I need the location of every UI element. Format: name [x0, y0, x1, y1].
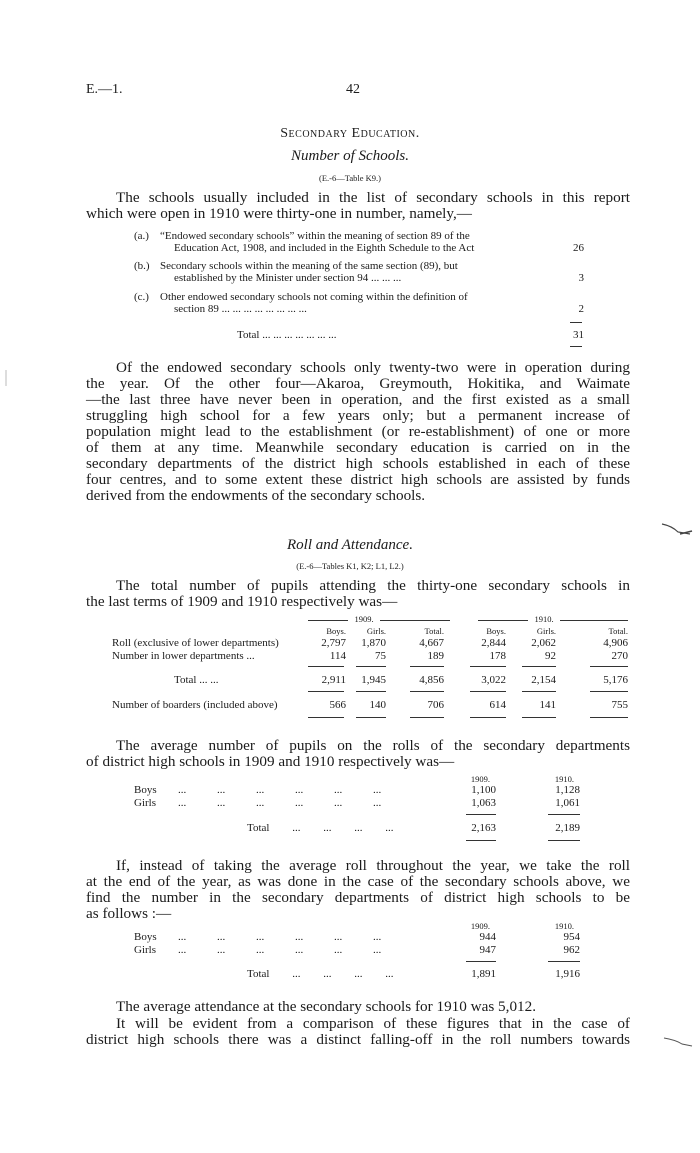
table-cell: 2,797 — [321, 637, 346, 649]
paragraph-comparison — [86, 1016, 630, 1048]
column-header: Boys. — [486, 626, 506, 636]
table-cell: 2,154 — [531, 674, 556, 686]
table-cell: 2,911 — [321, 674, 346, 686]
rule — [548, 814, 580, 815]
page-header-left: E.—1. — [86, 82, 123, 97]
list-label: (a.) — [134, 230, 149, 242]
rule — [590, 666, 628, 667]
table-cell: 4,856 — [419, 674, 444, 686]
rule — [308, 717, 344, 718]
column-header: Boys. — [326, 626, 346, 636]
text-line: secondary departments of the district high schools established in each of these — [86, 455, 630, 472]
table-cell: 270 — [611, 650, 628, 662]
rule — [308, 620, 348, 621]
rule — [522, 666, 556, 667]
row-label: Girls — [134, 797, 156, 809]
rule — [410, 691, 444, 692]
table-cell: 140 — [369, 699, 386, 711]
margin-mark — [2, 368, 10, 388]
column-header: Girls. — [366, 626, 386, 636]
rule — [590, 717, 628, 718]
table-cell: 178 — [489, 650, 506, 662]
table-cell: 141 — [539, 699, 556, 711]
text-line: the last terms of 1909 and 1910 respectively was— — [86, 593, 398, 610]
rule — [478, 620, 528, 621]
table-cell: 1,128 — [555, 784, 580, 796]
text-line: Of the endowed secondary schools only twenty-two were in operation during — [116, 359, 630, 376]
text-line: district high schools there was a distinct falling-off in the roll numbers towards — [86, 1031, 630, 1048]
rule — [356, 691, 386, 692]
table-cell: 1,100 — [471, 784, 496, 796]
rule — [548, 961, 580, 962]
list-total-value: 31 — [573, 329, 584, 341]
table-cell: 4,667 — [419, 637, 444, 649]
table-cell: 954 — [563, 931, 580, 943]
total-label: Total ... ... ... ... — [247, 968, 394, 980]
table-cell: 2,062 — [531, 637, 556, 649]
section-title: Secondary Education. — [280, 126, 420, 141]
text-line: of district high schools in 1909 and 1910 respectively was— — [86, 753, 455, 770]
column-header: 1909. — [470, 921, 490, 931]
text-line: find the number in the secondary departments of district high schools to be — [86, 889, 630, 906]
list-label: (c.) — [134, 291, 149, 303]
table-cell: 1,945 — [361, 674, 386, 686]
text-line: as follows :— — [86, 905, 172, 922]
text-line: derived from the endowments of the secondary schools. — [86, 487, 426, 504]
rule — [308, 666, 344, 667]
intro-paragraph — [86, 190, 630, 222]
rule — [570, 346, 582, 347]
list-item-value: 3 — [578, 272, 584, 284]
table-cell: 1,061 — [555, 797, 580, 809]
table-cell: 114 — [329, 650, 346, 662]
table-cell: 2,163 — [471, 822, 496, 834]
paragraph-average-roll — [86, 738, 630, 770]
list-item-value: 26 — [573, 242, 584, 254]
rule — [470, 691, 506, 692]
table-cell: 947 — [479, 944, 496, 956]
year-header-1910: 1910. — [534, 614, 554, 624]
rule — [380, 620, 450, 621]
rule — [548, 840, 580, 841]
rule — [410, 666, 444, 667]
paragraph-end-of-year — [86, 858, 630, 922]
row-label: Roll (exclusive of lower departments) — [112, 637, 279, 649]
margin-mark — [660, 520, 696, 542]
column-header: 1909. — [470, 774, 490, 784]
table-cell: 962 — [563, 944, 580, 956]
table-cell: 1,870 — [361, 637, 386, 649]
list-item-value: 2 — [578, 303, 584, 315]
table-cell: 92 — [545, 650, 556, 662]
subtitle-number-of-schools: Number of Schools. — [291, 148, 409, 164]
subtitle-roll-attendance: Roll and Attendance. — [287, 537, 413, 553]
table-cell: 4,906 — [603, 637, 628, 649]
total-label: Total ... ... ... ... — [247, 822, 394, 834]
list-item-text: Other endowed secondary schools not coming within the definition of — [160, 291, 468, 303]
text-line: population might lead to the establishment (or re-establishment) of one or more — [86, 423, 630, 440]
text-line: It will be evident from a comparison of these figures that in the case of — [116, 1015, 630, 1032]
table-reference: (E.-6—Table K9.) — [319, 173, 381, 183]
rule — [522, 691, 556, 692]
rule — [470, 666, 506, 667]
table-cell: 706 — [427, 699, 444, 711]
list-item-text: established by the Minister under section 94 ... ... ... — [174, 272, 402, 284]
table-cell: 3,022 — [481, 674, 506, 686]
row-label: Girls — [134, 944, 156, 956]
row-label: Number in lower departments ... — [112, 650, 255, 662]
text-line: If, instead of taking the average roll throughout the year, we take the roll — [116, 857, 630, 874]
text-line: The average number of pupils on the rolls of the secondary departments — [116, 737, 630, 754]
text-line: —the last three have never been in operation, and the first existed as a small — [86, 391, 630, 408]
list-item-text: section 89 ... ... ... ... ... ... ... ... — [174, 303, 307, 315]
text-line: four centres, and to some extent these district high schools are assisted by funds — [86, 471, 630, 488]
text-line: The schools usually included in the list of secondary schools in this report — [116, 189, 630, 206]
row-label: Boys — [134, 784, 157, 796]
table-cell: 189 — [427, 650, 444, 662]
text-line: at the end of the year, as was done in the case of the secondary schools above, we — [86, 873, 630, 890]
rule — [522, 717, 556, 718]
list-total-label: Total ... ... ... ... ... ... ... — [237, 329, 337, 341]
list-label: (b.) — [134, 260, 150, 272]
leader-dots: ... ... ... ... ... ... — [178, 784, 382, 796]
text-line: of them at any time. Meanwhile secondary education is carried on in the — [86, 439, 630, 456]
paragraph-endowed-schools — [86, 360, 630, 504]
leader-dots: ... ... ... ... ... ... — [178, 931, 382, 943]
table-cell: 5,176 — [603, 674, 628, 686]
text-line: the year. Of the other four—Akaroa, Greymouth, Hokitika, and Waimate — [86, 375, 630, 392]
table-cell: 75 — [375, 650, 386, 662]
page-number: 42 — [346, 82, 360, 97]
rule — [560, 620, 628, 621]
text-line: The average attendance at the secondary schools for 1910 was 5,012. — [116, 998, 537, 1015]
margin-mark — [662, 1034, 696, 1050]
rule — [466, 814, 496, 815]
table-cell: 944 — [479, 931, 496, 943]
table-cell: 755 — [611, 699, 628, 711]
column-header: Girls. — [536, 626, 556, 636]
text-line: struggling high school for a few years only; but a permanent increase of — [86, 407, 630, 424]
list-item-text: Education Act, 1908, and included in the Eighth Schedule to the Act — [174, 242, 475, 254]
rule — [308, 691, 344, 692]
year-header-1909: 1909. — [354, 614, 374, 624]
paragraph-total-pupils — [86, 578, 630, 610]
list-item-text: Secondary schools within the meaning of the same section (89), but — [160, 260, 458, 272]
list-item-text: “Endowed secondary schools” within the meaning of section 89 of the — [160, 230, 470, 242]
leader-dots: ... ... ... ... ... ... — [178, 944, 382, 956]
column-header: 1910. — [554, 921, 574, 931]
table-cell: 566 — [329, 699, 346, 711]
leader-dots: ... ... ... ... ... ... — [178, 797, 382, 809]
table-cell: 2,189 — [555, 822, 580, 834]
column-header: Total. — [424, 626, 444, 636]
table-cell: 1,891 — [471, 968, 496, 980]
text-line: which were open in 1910 were thirty-one in number, namely,— — [86, 205, 472, 222]
row-label: Boys — [134, 931, 157, 943]
rule — [590, 691, 628, 692]
row-label: Total ... ... — [174, 674, 219, 686]
table-cell: 1,916 — [555, 968, 580, 980]
table-cell: 614 — [489, 699, 506, 711]
row-label: Number of boarders (included above) — [112, 699, 278, 711]
rule — [466, 840, 496, 841]
table-reference: (E.-6—Tables K1, K2; L1, L2.) — [296, 561, 404, 571]
column-header: 1910. — [554, 774, 574, 784]
table-cell: 2,844 — [481, 637, 506, 649]
rule — [466, 961, 496, 962]
rule — [570, 322, 582, 323]
rule — [356, 666, 386, 667]
text-line: The total number of pupils attending the thirty-one secondary schools in — [116, 577, 630, 594]
column-header: Total. — [608, 626, 628, 636]
rule — [410, 717, 444, 718]
paragraph-average-attendance — [86, 999, 630, 1015]
rule — [356, 717, 386, 718]
rule — [470, 717, 506, 718]
table-cell: 1,063 — [471, 797, 496, 809]
